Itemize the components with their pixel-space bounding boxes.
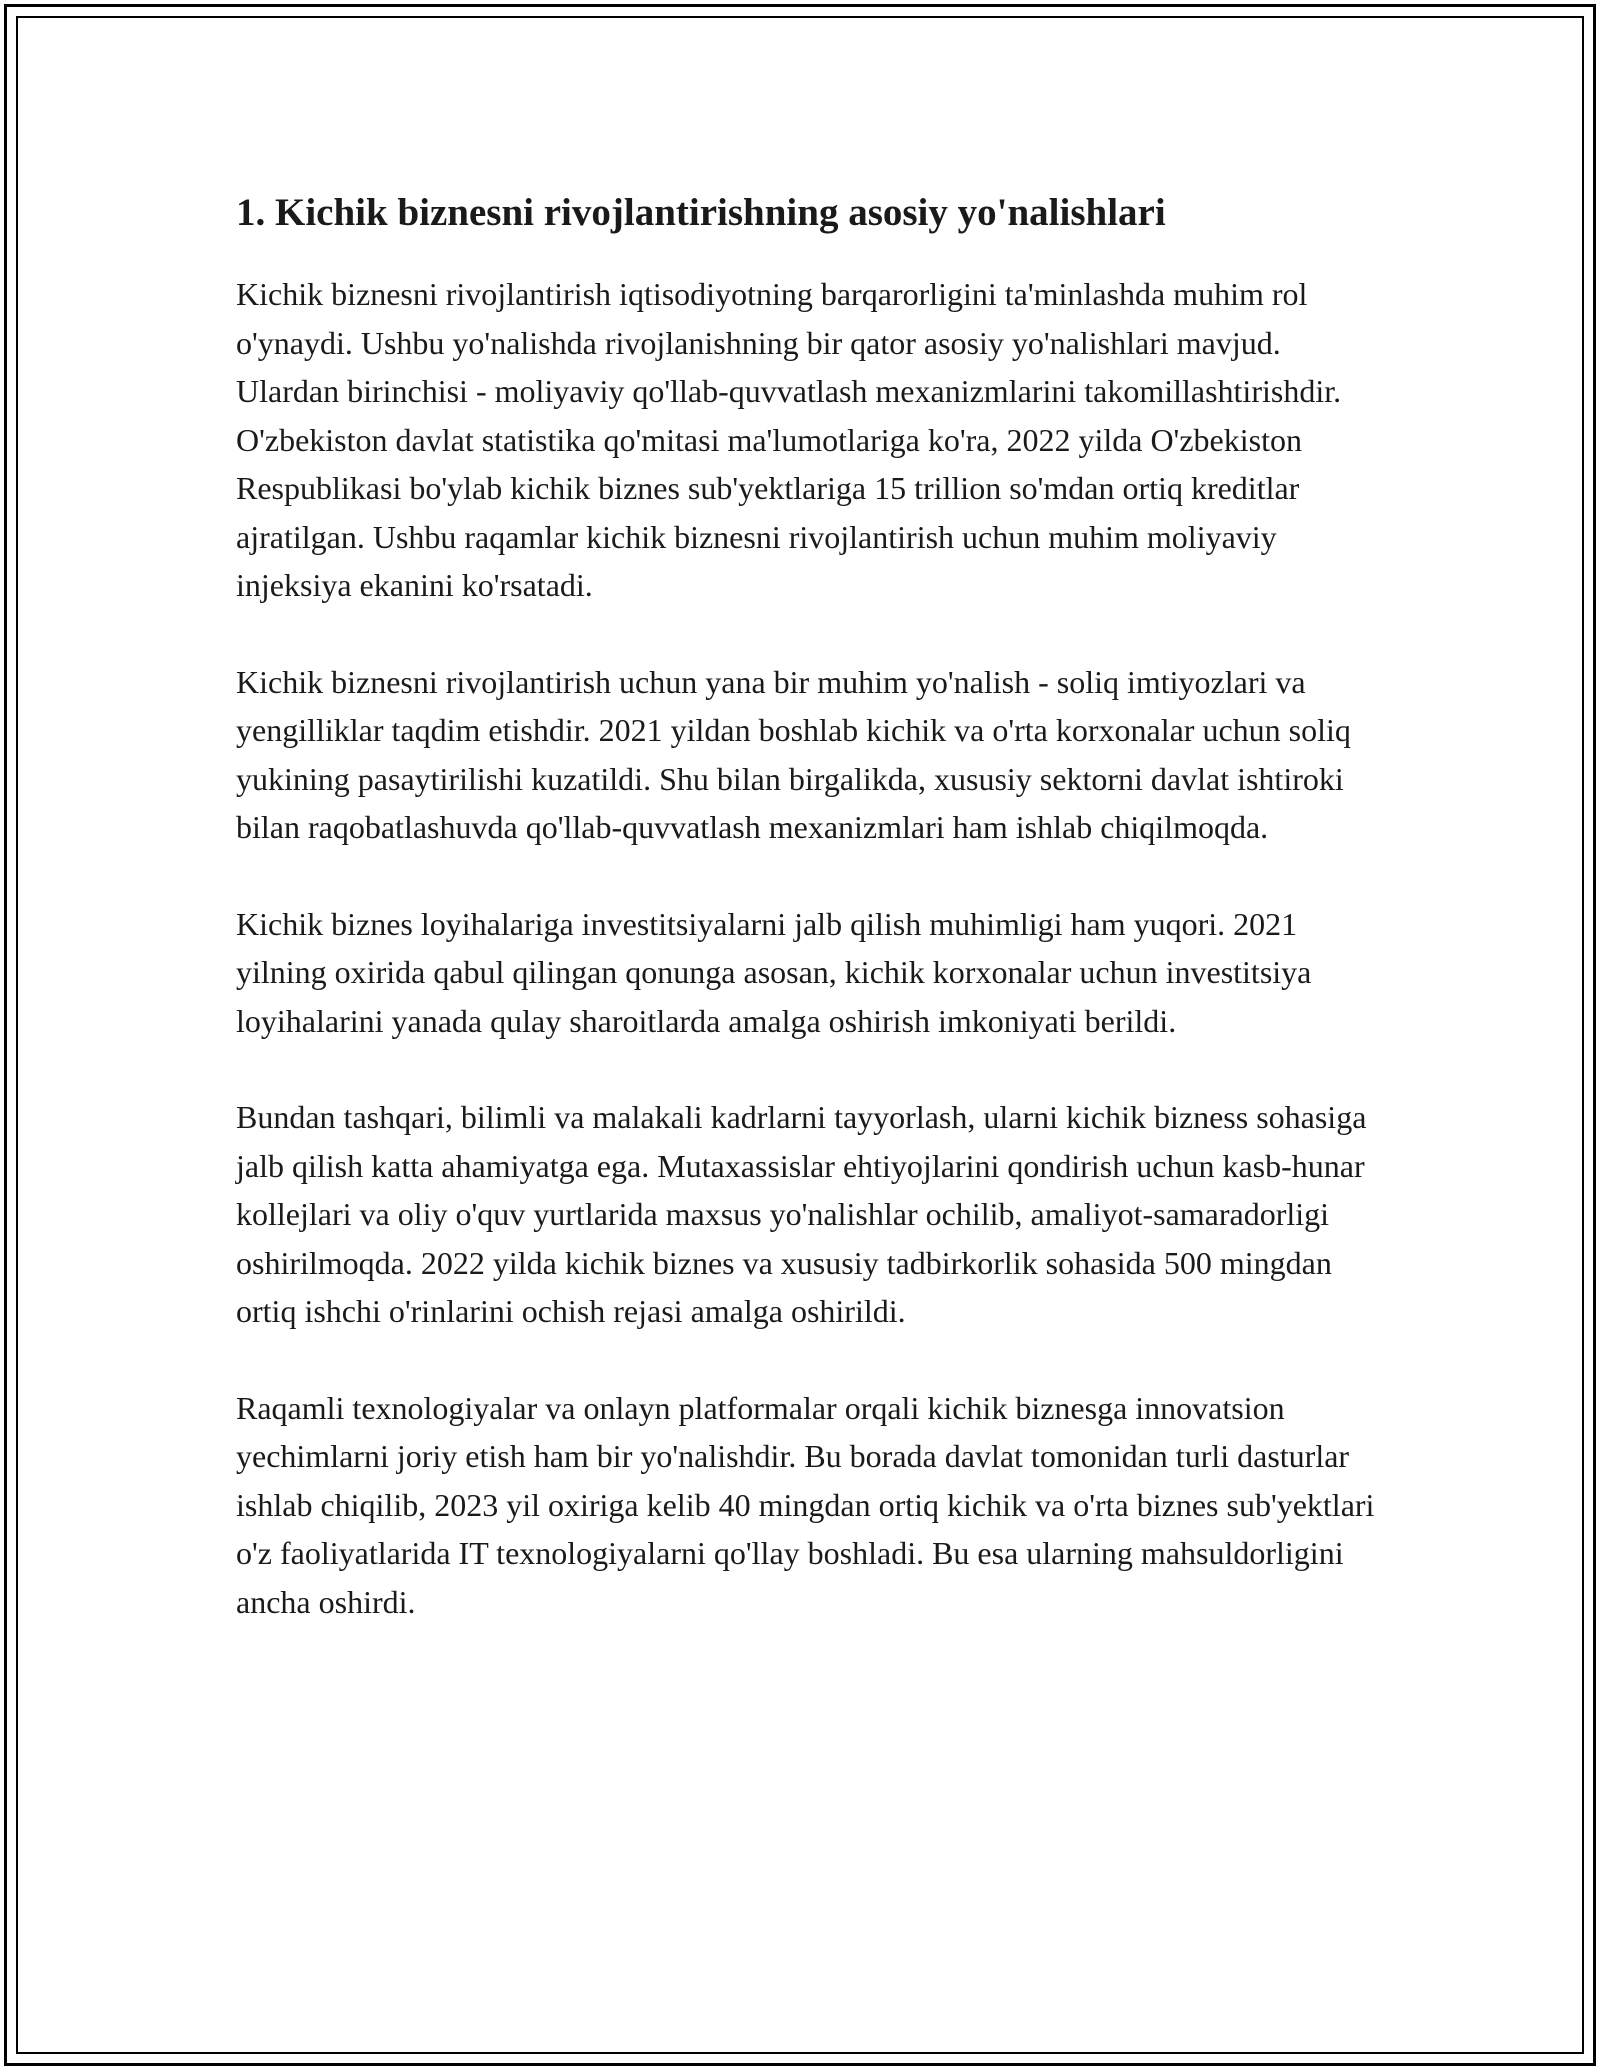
paragraph-financial-support: Kichik biznesni rivojlantirish iqtisodiyotning barqarorligini ta'minlashda muhim rol o'ynaydi. Ushbu yo'nalishda rivojlanishning bir qator asosiy yo'nalishlari mavjud. Ulardan birinchisi - moliyaviy qo'llab-quvvatlash mexanizmlarini takomillashtirishdir. O'zbekiston davlat statistika qo'mitasi ma'lumotlariga ko'ra, 2022 yilda O'zbekiston Respublikasi bo'ylab kichik biznes sub'yektlariga 15 trillion so'mdan ortiq kreditlar ajratilgan. Ushbu raqamlar kichik biznesni rivojlantirish uchun muhim moliyaviy injeksiya ekanini ko'rsatadi. <box>236 276 1342 603</box>
document-body <box>236 186 1376 1674</box>
paragraph-tax-benefits: Kichik biznesni rivojlantirish uchun yana bir muhim yo'nalish - soliq imtiyozlari va yengilliklar taqdim etishdir. 2021 yildan boshlab kichik va o'rta korxonalar uchun soliq yukining pasaytirilishi kuzatildi. Shu bilan birgalikda, xususiy sektorni davlat ishtiroki bilan raqobatlashuvda qo'llab-quvvatlash mexanizmlari ham ishlab chiqilmoqda. <box>236 663 1351 845</box>
section-heading: 1. Kichik biznesni rivojlantirishning asosiy yo'nalishlari <box>236 191 1166 234</box>
paragraph-investments: Kichik biznes loyihalariga investitsiyalarni jalb qilish muhimligi ham yuqori. 2021 yilning oxirida qabul qilingan qonunga asosan, kichik korxonalar uchun investitsiya loyihalarini yanada qulay sharoitlarda amalga oshirish imkoniyati berildi. <box>236 905 1312 1039</box>
paragraph-workforce: Bundan tashqari, bilimli va malakali kadrlarni tayyorlash, ularni kichik bizness sohasiga jalb qilish katta ahamiyatga ega. Mutaxassislar ehtiyojlarini qondirish uchun kasb-hunar kollejlari va oliy o'quv yurtlarida maxsus yo'nalishlar ochilib, amaliyot-samaradorligi oshirilmoqda. 2022 yilda kichik biznes va xususiy tadbirkorlik sohasida 500 mingdan ortiq ishchi o'rinlarini ochish rejasi amalga oshirildi. <box>236 1099 1367 1329</box>
paragraph-digital-technologies: Raqamli texnologiyalar va onlayn platformalar orqali kichik biznesga innovatsion yechimlarni joriy etish ham bir yo'nalishdir. Bu borada davlat tomonidan turli dasturlar ishlab chiqilib, 2023 yil oxiriga kelib 40 mingdan ortiq kichik va o'rta biznes sub'yektlari o'z faoliyatlarida IT texnologiyalarni qo'llay boshladi. Bu esa ularning mahsuldorligini ancha oshirdi. <box>236 1389 1375 1620</box>
